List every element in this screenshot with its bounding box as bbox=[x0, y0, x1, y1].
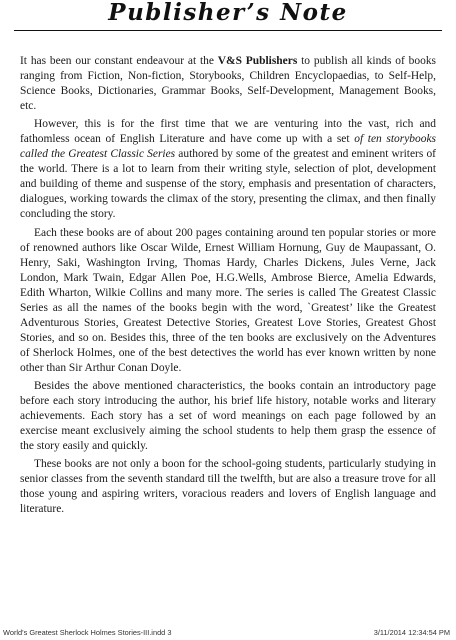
paragraph-1 bbox=[20, 54, 436, 114]
footer-timestamp: 3/11/2014 12:34:54 PM bbox=[373, 628, 450, 637]
publisher-name: V&S Publishers bbox=[217, 55, 298, 67]
print-footer bbox=[3, 628, 450, 640]
body-text bbox=[20, 54, 436, 520]
paragraph-2 bbox=[20, 117, 436, 222]
series-phrase: of ten storybooks called the Greatest Classic Series bbox=[20, 133, 436, 161]
paragraph-2-text-b: authored by some of the greatest and eminent writers of the world. There is a lot to learn from their writing style, selection of plot, development and building of theme and suspense of the story, emphasis and presentation of characters, dialogues, working towards the climax of the story, presenting the climax, and then finally concluding the story. bbox=[20, 148, 436, 221]
paragraph-2-text-a: However, this is for the first time that we are venturing into the vast, rich and fathomless ocean of English Literature and have come up with a set bbox=[20, 118, 436, 146]
paragraph-1-text-a: It has been our constant endeavour at the bbox=[20, 55, 218, 67]
paragraph-1-text-b: to publish all kinds of books ranging from Fiction, Non-fiction, Storybooks, Children Encyclopaedias, to Self-Help, Science Books, Dictionaries, Grammar Books, Self-Development, Management Books, etc. bbox=[20, 55, 436, 113]
paragraph-4: Besides the above mentioned characteristics, the books contain an introductory page before each story introducing the author, his brief life history, notable works and literary achievements. Each story has a set of word meanings on each page followed by an exercise meant exclusively aiming the school students to help them grasp the essence of the story easily and quickly. bbox=[20, 379, 436, 453]
paragraph-5: These books are not only a boon for the school-going students, particularly studying in senior classes from the seventh standard till the twelfth, but are also a treasure trove for all those young and aspiring writers, voracious readers and lovers of English language and literature. bbox=[20, 458, 436, 516]
paragraph-3: Each these books are of about 200 pages containing around ten popular stories or more of renowned authors like Oscar Wilde, Ernest William Hornung, Guy de Maupassant, O. Henry, Saki, Washington Irving, Thomas Hardy, Charles Dickens, Jules Verne, Jack London, Mark Twain, Edgar Allen Poe, H.G.Wells, Ambrose Bierce, Amelia Edwards, Edith Wharton, Wilkie Collins and many more. The series is called The Greatest Classic Series as all the names of the books begin with the word, `Greatest’ like the Greatest Adventurous Stories, Greatest Detective Stories, Greatest Love Stories, Greatest Ghost Stories, and so on. Besides this, three of the ten books are exclusively on the Adventures of Sherlock Holmes, one of the best detectives the world has ever known written by none other than Sir Arthur Conan Doyle. bbox=[20, 226, 436, 374]
title-underline bbox=[14, 30, 442, 31]
footer-filename: World's Greatest Sherlock Holmes Stories-III.indd 3 bbox=[3, 628, 172, 637]
page-title: Publisher’s Note bbox=[108, 0, 348, 26]
